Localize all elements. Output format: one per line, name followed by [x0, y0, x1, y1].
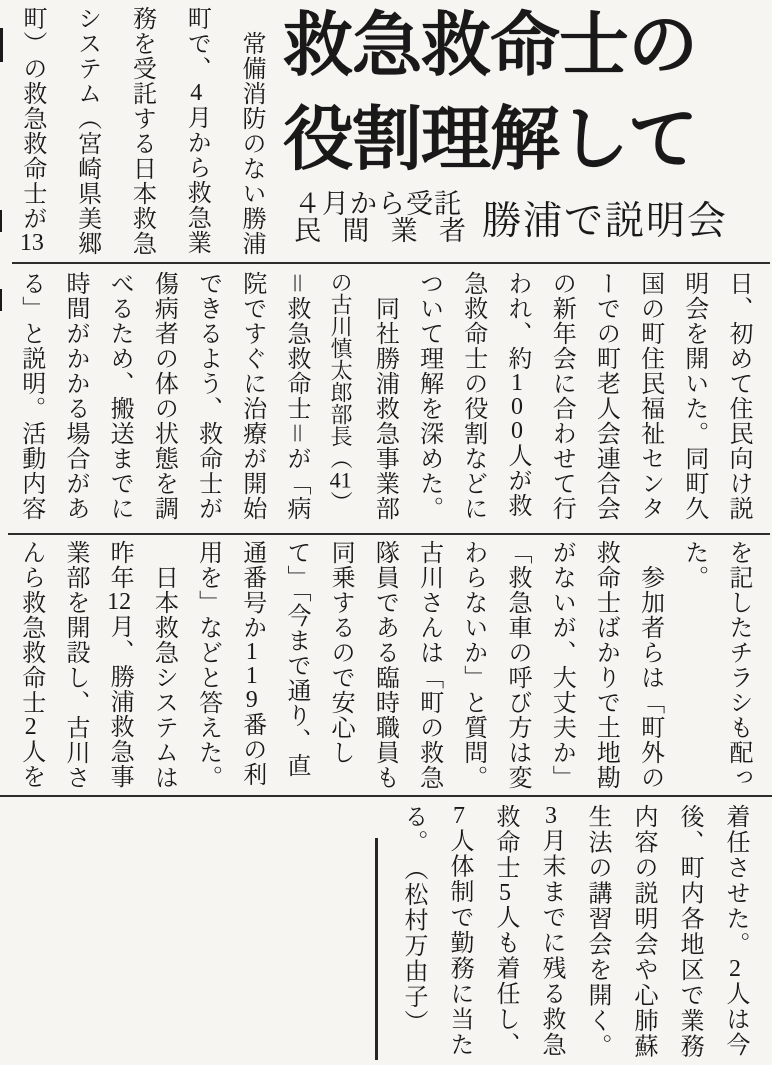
text-column: 3月末までに残る救急: [538, 804, 564, 1058]
subheadline-right: 勝浦で説明会: [482, 200, 729, 243]
article-band-1: [8, 271, 760, 531]
text-column: 参加者らは「町外の: [636, 540, 663, 790]
subheadline-top: ４月から受託: [294, 189, 462, 219]
text-column: 傷病者の体の状態を調: [150, 271, 177, 521]
text-column: を記したチラシも配っ: [725, 540, 751, 790]
text-column: の古川慎太郎部長（41）: [328, 271, 354, 513]
text-column: 通番号か119番の利: [238, 540, 265, 787]
text-column: ついて理解を深めた。: [415, 271, 442, 521]
text-column: わらないか」と質問。: [459, 540, 486, 790]
text-column: の新年会に合わせて行: [548, 271, 575, 521]
scan-artifact: [0, 289, 2, 311]
text-column: 後、町内各地区で業務: [676, 804, 702, 1059]
lead-column: 常備消防のない勝浦: [238, 6, 264, 256]
text-column: 明会を開いた。同町久: [680, 271, 707, 521]
text-column: われ、約100人が救: [503, 271, 530, 518]
text-column: 「救急車の呼び方は変: [503, 540, 530, 790]
text-column: て」「今まで通り、直: [282, 540, 309, 778]
text-column: 時間がかかる場合があ: [61, 271, 88, 521]
headline-line-2: 役割理解して: [283, 102, 697, 179]
text-column: できるよう、救命士が: [194, 271, 221, 521]
scan-artifact: [0, 28, 3, 62]
text-column-with-byline: る。 （松村万由子）: [400, 804, 426, 1035]
text-column: ＝救急救命士＝が「病: [282, 271, 309, 521]
lead-column: 町）の救急救命士が13: [18, 6, 45, 255]
lead-column: 務を受託する日本救急: [128, 6, 155, 256]
lead-column: 町で、4月から救急業: [183, 6, 210, 255]
subheadline-bottom: 民間業者: [294, 216, 466, 246]
text-column: 着任させた。2人は今: [722, 804, 748, 1058]
text-column: 生法の講習会を開く。: [584, 804, 610, 1059]
text-column: 同乗するので安心し: [327, 540, 354, 765]
text-column: んら救急救命士2人を: [17, 540, 44, 789]
text-column: 7人体制で勤務に当た: [446, 804, 472, 1058]
text-column: 救命士ばかりで土地勘: [592, 540, 619, 790]
text-column: 古川さんは「町の救急: [415, 540, 442, 790]
text-column: 救命士5人も着任し、: [492, 804, 518, 1058]
text-column: 院ですぐに治療が開始: [238, 271, 265, 521]
headline-line-1: 救急救命士の: [283, 8, 697, 85]
text-column: 国の町住民福祉センタ: [636, 271, 663, 521]
subheadline-left-stack: [294, 191, 466, 245]
text-column: た。: [680, 540, 707, 590]
text-column: 内容の説明会や心肺蘇: [630, 804, 656, 1059]
text-column: 用を」などと答えた。: [194, 540, 221, 790]
text-column: る」と説明。活動内容: [17, 271, 44, 521]
text-column: 日本救急システムは: [150, 540, 177, 790]
lead-column: システム（宮崎県美郷: [73, 6, 100, 256]
text-column: べるため、搬送までに: [106, 271, 133, 521]
text-column: 業部を開設し、古川さ: [61, 540, 88, 790]
section-divider-2: [8, 533, 770, 535]
text-column: 昨年12月、勝浦救急事: [106, 540, 133, 789]
subheadline: [294, 190, 728, 246]
text-column: 同社勝浦救急事業部: [371, 271, 398, 521]
section-divider-3: [0, 795, 772, 797]
article-band-3: [390, 804, 758, 1064]
article-band-2: [8, 540, 760, 796]
scan-artifact: [0, 210, 2, 232]
text-column: 隊員である臨時職員も: [371, 540, 398, 790]
text-column: がないが、大丈夫か」: [548, 540, 575, 790]
article-end-rule: [375, 838, 378, 1060]
section-divider-1: [12, 262, 770, 264]
text-column: 急救命士の役割などに: [459, 271, 486, 521]
headline-block: [283, 0, 697, 188]
text-column: ーでの町老人会連合会: [592, 271, 619, 521]
lead-paragraph: [4, 6, 278, 260]
text-column: 日、初めて住民向け説: [725, 271, 751, 521]
